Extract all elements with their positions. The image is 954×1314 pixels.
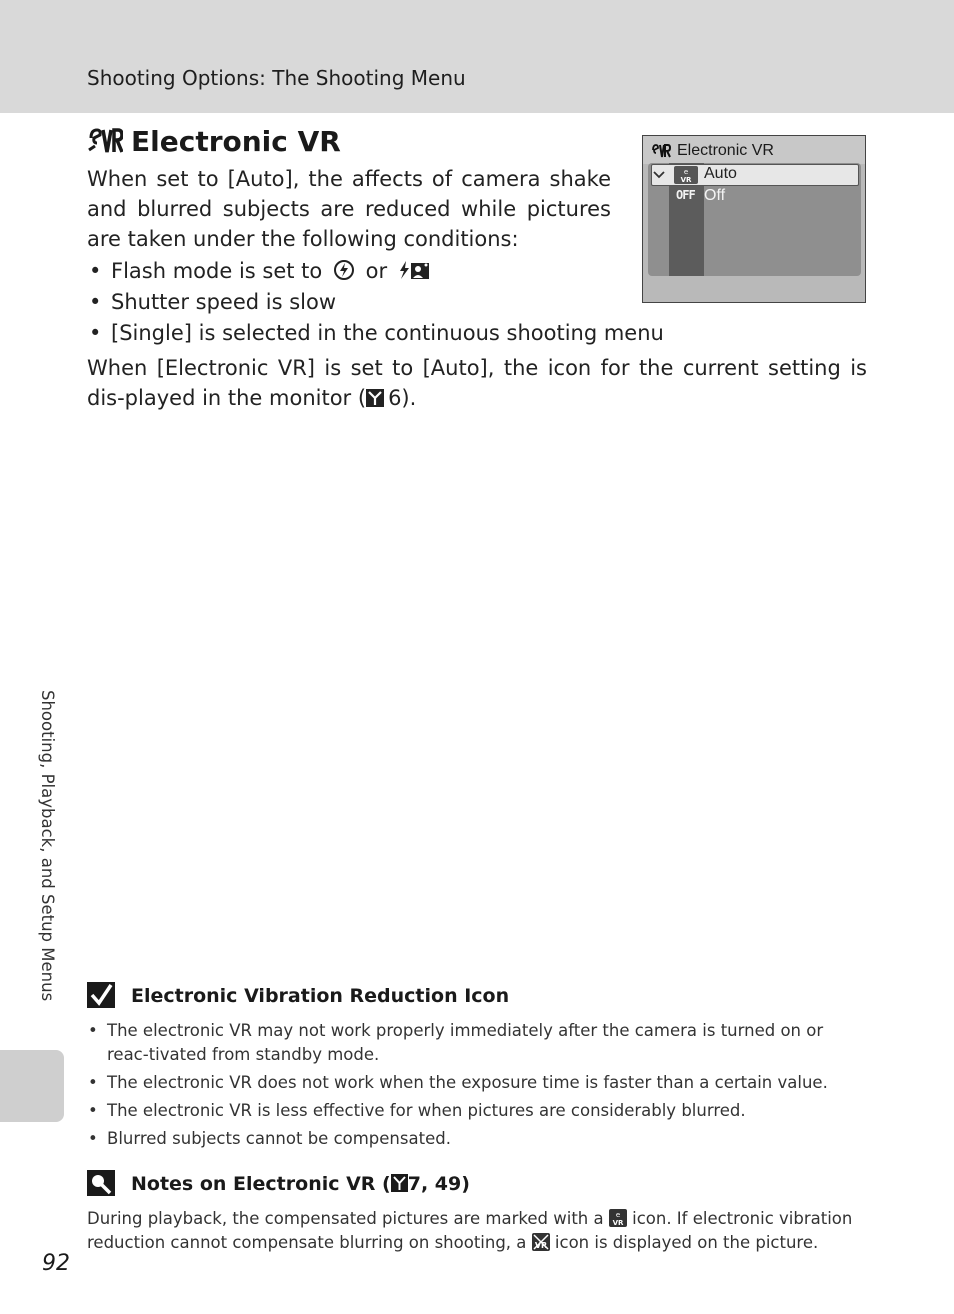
note2-paragraph [87, 1207, 869, 1255]
side-chapter-label: Shooting, Playback, and Setup Menus [38, 690, 57, 1002]
header-band [0, 0, 954, 113]
running-header: Shooting Options: The Shooting Menu [87, 66, 466, 90]
checkmark-icon [653, 169, 665, 179]
electronic-vr-icon [87, 124, 123, 158]
list-item: • The electronic VR is less effective for when pictures are considerably blurred. [87, 1099, 869, 1123]
note2-heading [87, 1169, 470, 1199]
forced-flash-icon [333, 259, 355, 281]
section-title-text: Electronic VR [131, 124, 341, 158]
svg-text:e: e [615, 1211, 621, 1219]
note2-text-c: icon is displayed on the picture. [554, 1233, 819, 1252]
list-item [87, 256, 647, 287]
page-number: 92 [42, 1251, 70, 1276]
note2-title-ref: 7, 49) [407, 1173, 470, 1195]
note2-title-text: Notes on Electronic VR ( [131, 1173, 391, 1195]
closing-paragraph [87, 353, 867, 413]
note1-title: Electronic Vibration Reduction Icon [131, 985, 510, 1007]
off-icon: OFF [676, 188, 695, 202]
bullet2-text: Shutter speed is slow [111, 290, 337, 314]
list-item: • Blurred subjects cannot be compensated. [87, 1127, 869, 1151]
menu-panel [648, 163, 861, 276]
svg-text:VR: VR [680, 176, 692, 184]
svg-text:e: e [683, 168, 689, 176]
note1-heading [87, 981, 509, 1011]
svg-text:VR: VR [612, 1219, 624, 1227]
page-reference-icon [366, 388, 384, 408]
list-item [87, 287, 647, 318]
check-note-icon [87, 982, 117, 1010]
auto-vr-icon [674, 166, 698, 184]
slow-sync-flash-icon [398, 259, 432, 281]
option-off-label[interactable]: Off [704, 187, 726, 204]
svg-text:VR: VR [534, 1241, 547, 1250]
conditions-list [87, 256, 664, 349]
bullet3-text: [Single] is selected in the continuous shooting menu [111, 321, 664, 345]
chapter-tab [0, 1050, 64, 1122]
intro-paragraph: When set to [Auto], the affects of camera shake and blurred subjects are reduced while pictures are taken under the following conditions: [87, 167, 611, 251]
bullet1-text: Flash mode is set to [111, 259, 323, 283]
note2-title [131, 1173, 470, 1195]
closing-ref: 6). [388, 386, 417, 410]
camera-menu-screenshot [642, 135, 866, 303]
section-title [87, 120, 341, 162]
closing-text: When [Electronic VR] is set to [Auto], the icon for the current setting is dis-played in the monitor ( [87, 356, 867, 410]
notes-magnifier-icon [87, 1170, 117, 1198]
list-item [87, 318, 664, 349]
option-auto-label: Auto [704, 165, 737, 182]
vr-not-compensated-icon [532, 1233, 550, 1251]
vr-compensated-icon [609, 1209, 627, 1227]
bullet1-or: or [365, 259, 388, 283]
electronic-vr-icon [651, 143, 671, 159]
note2-text-a: During playback, the compensated pictures are marked with a [87, 1209, 604, 1228]
list-item: • The electronic VR does not work when the exposure time is faster than a certain value. [87, 1071, 869, 1095]
list-item: • The electronic VR may not work properly immediately after the camera is turned on or reac-tivated from standby mode. [87, 1019, 869, 1067]
page-reference-icon [391, 1174, 408, 1192]
note2-text-b: icon. If electronic vibration reduction cannot compensate blurring on shooting, a [87, 1209, 853, 1252]
note1-list [87, 1019, 869, 1155]
screen-title: Electronic VR [677, 142, 774, 159]
